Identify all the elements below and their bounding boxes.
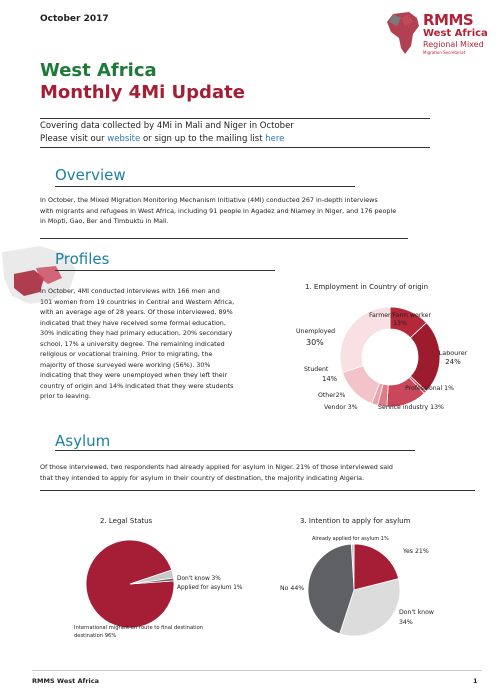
profiles-line: 101 women from 19 countries in Central and Western Africa, (40, 297, 235, 306)
asylum-line: that they intended to apply for asylum in their country of destination, the majority indicating Algeria. (40, 473, 365, 482)
slice-label: Professional 1% (405, 385, 454, 392)
slice-value: destination 96% (74, 633, 117, 639)
divider (40, 490, 475, 491)
footer-divider (32, 670, 482, 671)
slice-value: 34% (399, 619, 413, 626)
slice-value: 13% (393, 320, 407, 327)
slice-label: Labourer (438, 349, 468, 357)
employment-donut-chart (290, 295, 490, 420)
heading-underline (55, 450, 415, 451)
chart-title: 2. Legal Status (100, 517, 153, 525)
overview-line: with migrants and refugees in West Africa, including 91 people in Agadez and Niamey in Niger, and 176 people (40, 206, 397, 215)
slice-label: Don't know 3% (177, 576, 221, 582)
slice-label: Unemployed (296, 328, 336, 335)
profiles-line: majority of those surveyed were working (56%). 30% (40, 360, 211, 369)
slice-label: Already applied for asylum 1% (312, 536, 389, 542)
legal-status-pie-chart (50, 528, 260, 650)
heading-underline (55, 270, 275, 271)
coverage-line: Covering data collected by 4Mi in Mali and Niger in October (40, 121, 294, 131)
profiles-line: In October, 4MI conducted interviews with 166 men and (40, 287, 220, 295)
africa-map-icon (383, 8, 423, 58)
profiles-line: indicated that they have received some formal education, (40, 318, 226, 327)
logo-line3: Regional Mixed (423, 40, 484, 49)
report-date: October 2017 (40, 14, 109, 24)
logo-line4: Migration Secretariat (423, 50, 466, 55)
slice-value: 30% (306, 338, 324, 347)
footer-org: RMMS West Africa (32, 677, 100, 685)
profiles-line: 30% indicating they had primary education, 20% secondary (40, 329, 233, 337)
slice-label: Yes 21% (403, 548, 429, 555)
coverage-prefix: Please visit our (40, 134, 105, 144)
chart-title: 1. Employment in Country of origin (305, 283, 429, 291)
slice-value: 14% (322, 375, 338, 383)
mailing-list-link[interactable]: here (265, 134, 285, 144)
website-link[interactable]: website (107, 134, 141, 144)
slice-label: Don't know (399, 609, 434, 616)
profiles-line: country of origin and 14% indicated that they were students (40, 381, 234, 390)
overview-line: In October, the Mixed Migration Monitoring Mechanism Initiative (4MI) conducted 267 in-depth interviews (40, 196, 378, 204)
page-number: 1 (473, 677, 478, 685)
coverage-links-line (40, 134, 284, 144)
divider (40, 147, 430, 148)
rmms-logo (383, 8, 493, 58)
pie-slice-student (342, 366, 379, 404)
slice-label: International migrant en route to final destination (74, 625, 204, 631)
overview-text (40, 195, 460, 227)
profiles-heading: Profiles (55, 250, 110, 268)
slice-label: Service industry 13% (378, 404, 444, 411)
slice-label: Other2% (318, 392, 346, 399)
profiles-text (40, 286, 276, 402)
title-update: Monthly 4Mi Update (40, 82, 245, 103)
slice-label: Applied for asylum 1% (177, 585, 243, 591)
overview-line: in Mopti, Gao, Ber and Timbuktu in Mali. (40, 217, 169, 225)
overview-heading: Overview (55, 166, 126, 184)
slice-value: 24% (445, 358, 461, 366)
chart-title: 3. Intention to apply for asylum (300, 517, 411, 525)
profiles-line: with an average age of 28 years. Of those interviewed, 89% (40, 308, 233, 316)
slice-label: Student (304, 366, 329, 373)
logo-line1: RMMS (423, 11, 474, 29)
heading-underline (55, 186, 355, 187)
title-region: West Africa (40, 60, 157, 81)
profiles-line: school, 17% a university degree. The remaining indicated (40, 339, 225, 348)
profiles-line: prior to leaving. (40, 392, 91, 400)
asylum-text (40, 462, 480, 483)
slice-label: Farmer/Farm worker (369, 312, 431, 319)
divider (40, 238, 408, 239)
asylum-intention-pie-chart (272, 528, 487, 650)
logo-line2: West Africa (423, 28, 488, 39)
profiles-line: religious or vocational training. Prior to migrating, the (40, 350, 213, 358)
slice-label: No 44% (280, 585, 305, 592)
divider (40, 118, 430, 119)
asylum-line: Of those interviewed, two respondents had already applied for asylum in Niger. 21% of those interviewed said (40, 463, 393, 471)
asylum-heading: Asylum (55, 432, 111, 450)
profiles-line: indicating that they were unemployed when they left their (40, 371, 228, 379)
coverage-mid: or sign up to the mailing list (142, 134, 263, 144)
slice-label: Vendor 3% (324, 404, 358, 411)
